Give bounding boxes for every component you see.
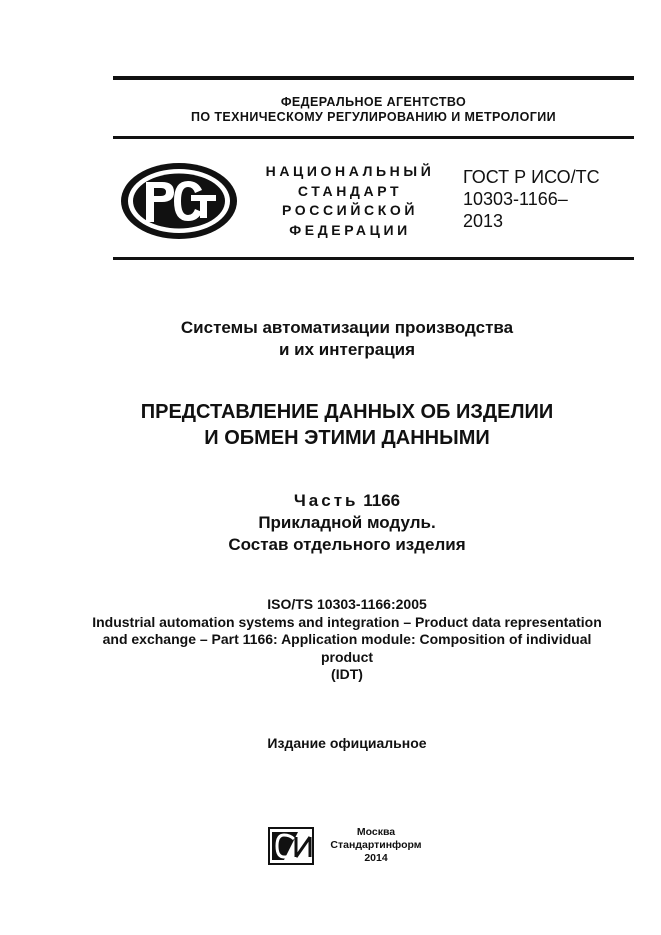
iso-title-line-3: product (320, 648, 374, 665)
agency-line-1: ФЕДЕРАЛЬНОЕ АГЕНТСТВО (280, 95, 467, 109)
edition-label: Издание официальное (267, 735, 427, 751)
part-line-3: Состав отдельного изделия (228, 535, 466, 554)
top-rule (113, 76, 634, 80)
national-standard-label (250, 162, 450, 240)
standartinform-logo-icon (268, 827, 314, 865)
header-rule (113, 136, 634, 139)
main-title-line-1: ПРЕДСТАВЛЕНИЕ ДАННЫХ ОБ ИЗДЕЛИИ (140, 401, 554, 423)
international-equivalent (40, 596, 654, 684)
series-title (40, 317, 654, 361)
national-standard-line-3: РОССИЙСКОЙ (282, 202, 418, 218)
rst-emblem-icon (118, 160, 240, 242)
agency-line-2: ПО ТЕХНИЧЕСКОМУ РЕГУЛИРОВАНИЮ И МЕТРОЛОГИИ (191, 110, 556, 124)
national-standard-line-4: ФЕДЕРАЦИИ (289, 221, 411, 238)
standard-designation (463, 166, 600, 232)
series-title-line-1: Системы автоматизации производства (180, 318, 514, 337)
designation-rule (113, 257, 634, 260)
equivalence-degree: (IDT) (331, 666, 363, 682)
publisher-name: Стандартинформ (330, 839, 422, 851)
part-number-line (40, 490, 654, 512)
designation-line-1: ГОСТ Р ИСО/ТС (463, 167, 600, 187)
main-title (40, 399, 654, 451)
part-line-2: Прикладной модуль. (258, 513, 436, 532)
publisher-city: Москва (356, 826, 396, 838)
main-title-line-2: И ОБМЕН ЭТИМИ ДАННЫМИ (204, 427, 490, 449)
part-word: Часть (293, 491, 359, 510)
agency-header (113, 95, 634, 125)
part-number: 1166 (363, 491, 401, 510)
national-standard-line-1: НАЦИОНАЛЬНЫЙ (265, 163, 435, 179)
designation-line-3: 2013 (463, 211, 504, 231)
iso-title-line-1: Industrial automation systems and integration – Product data representation (92, 613, 602, 630)
publisher-year: 2014 (364, 852, 388, 864)
part-title (40, 490, 654, 556)
national-standard-line-2: СТАНДАРТ (297, 182, 403, 199)
designation-line-2: 10303-1166– (463, 189, 568, 209)
publisher-info (322, 826, 430, 865)
iso-designation: ISO/TS 10303-1166:2005 (267, 596, 427, 612)
iso-title-line-2: and exchange – Part 1166: Application module: Composition of individual (102, 631, 592, 647)
series-title-line-2: и их интеграция (278, 340, 416, 359)
